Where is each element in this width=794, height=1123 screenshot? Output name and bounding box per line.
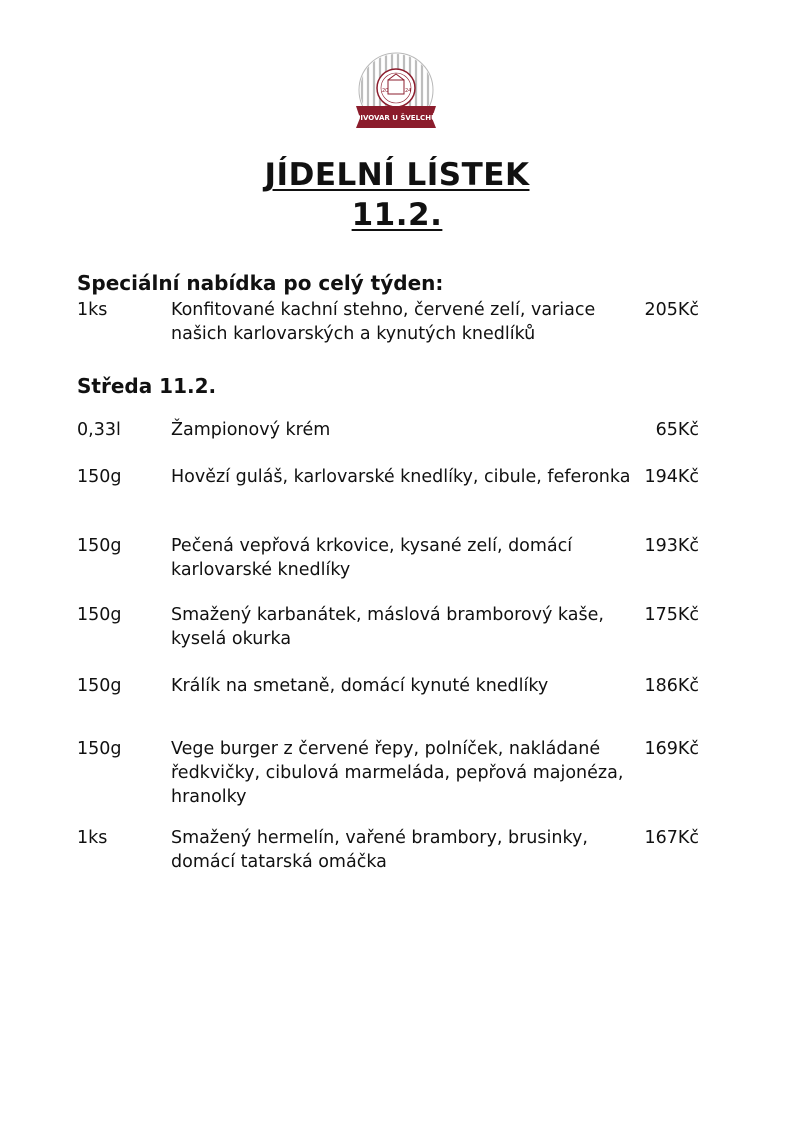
weekly-special-heading: Speciální nabídka po celý týden: (77, 271, 444, 295)
item-price: 167Kč (644, 828, 699, 848)
menu-date: 11.2. (351, 197, 443, 233)
item-price: 175Kč (644, 605, 699, 625)
item-description: Vege burger z červené řepy, polníček, nakládané ředkvičky, cibulová marmeláda, pepřová majonéza, hranolky (171, 739, 624, 807)
day-heading: Středa 11.2. (77, 374, 217, 398)
item-description: Králík na smetaně, domácí kynuté knedlíky (171, 676, 549, 696)
page-title: JÍDELNÍ LÍSTEK (264, 157, 530, 193)
item-quantity: 150g (77, 605, 122, 625)
item-description: Konfitované kachní stehno, červené zelí, variace našich karlovarských a kynutých knedlíků (171, 300, 596, 344)
item-price: 193Kč (644, 536, 699, 556)
item-description: Smažený hermelín, vařené brambory, brusinky, domácí tatarská omáčka (171, 828, 588, 872)
item-description: Smažený karbanátek, máslová bramborový kaše, kyselá okurka (171, 605, 604, 649)
item-quantity: 150g (77, 676, 122, 696)
item-price: 194Kč (644, 467, 699, 487)
item-quantity: 1ks (77, 828, 108, 848)
logo-year-left: 20 (382, 88, 389, 94)
item-description: Hovězí guláš, karlovarské knedlíky, cibule, feferonka (171, 467, 631, 487)
item-price: 65Kč (655, 420, 699, 440)
logo-year-right: 24 (405, 88, 412, 94)
item-quantity: 1ks (77, 300, 108, 320)
item-description: Žampionový krém (171, 420, 331, 440)
item-quantity: 150g (77, 739, 122, 759)
item-description: Pečená vepřová krkovice, kysané zelí, domácí karlovarské knedlíky (171, 536, 573, 580)
brewery-logo-graphic (346, 52, 446, 134)
item-price: 169Kč (644, 739, 699, 759)
item-quantity: 150g (77, 536, 122, 556)
item-quantity: 0,33l (77, 420, 121, 440)
brewery-logo (346, 52, 446, 134)
item-quantity: 150g (77, 467, 122, 487)
logo-text: PIVOVAR U ŠVELCHŮ (355, 114, 437, 122)
item-price: 205Kč (644, 300, 699, 320)
item-price: 186Kč (644, 676, 699, 696)
